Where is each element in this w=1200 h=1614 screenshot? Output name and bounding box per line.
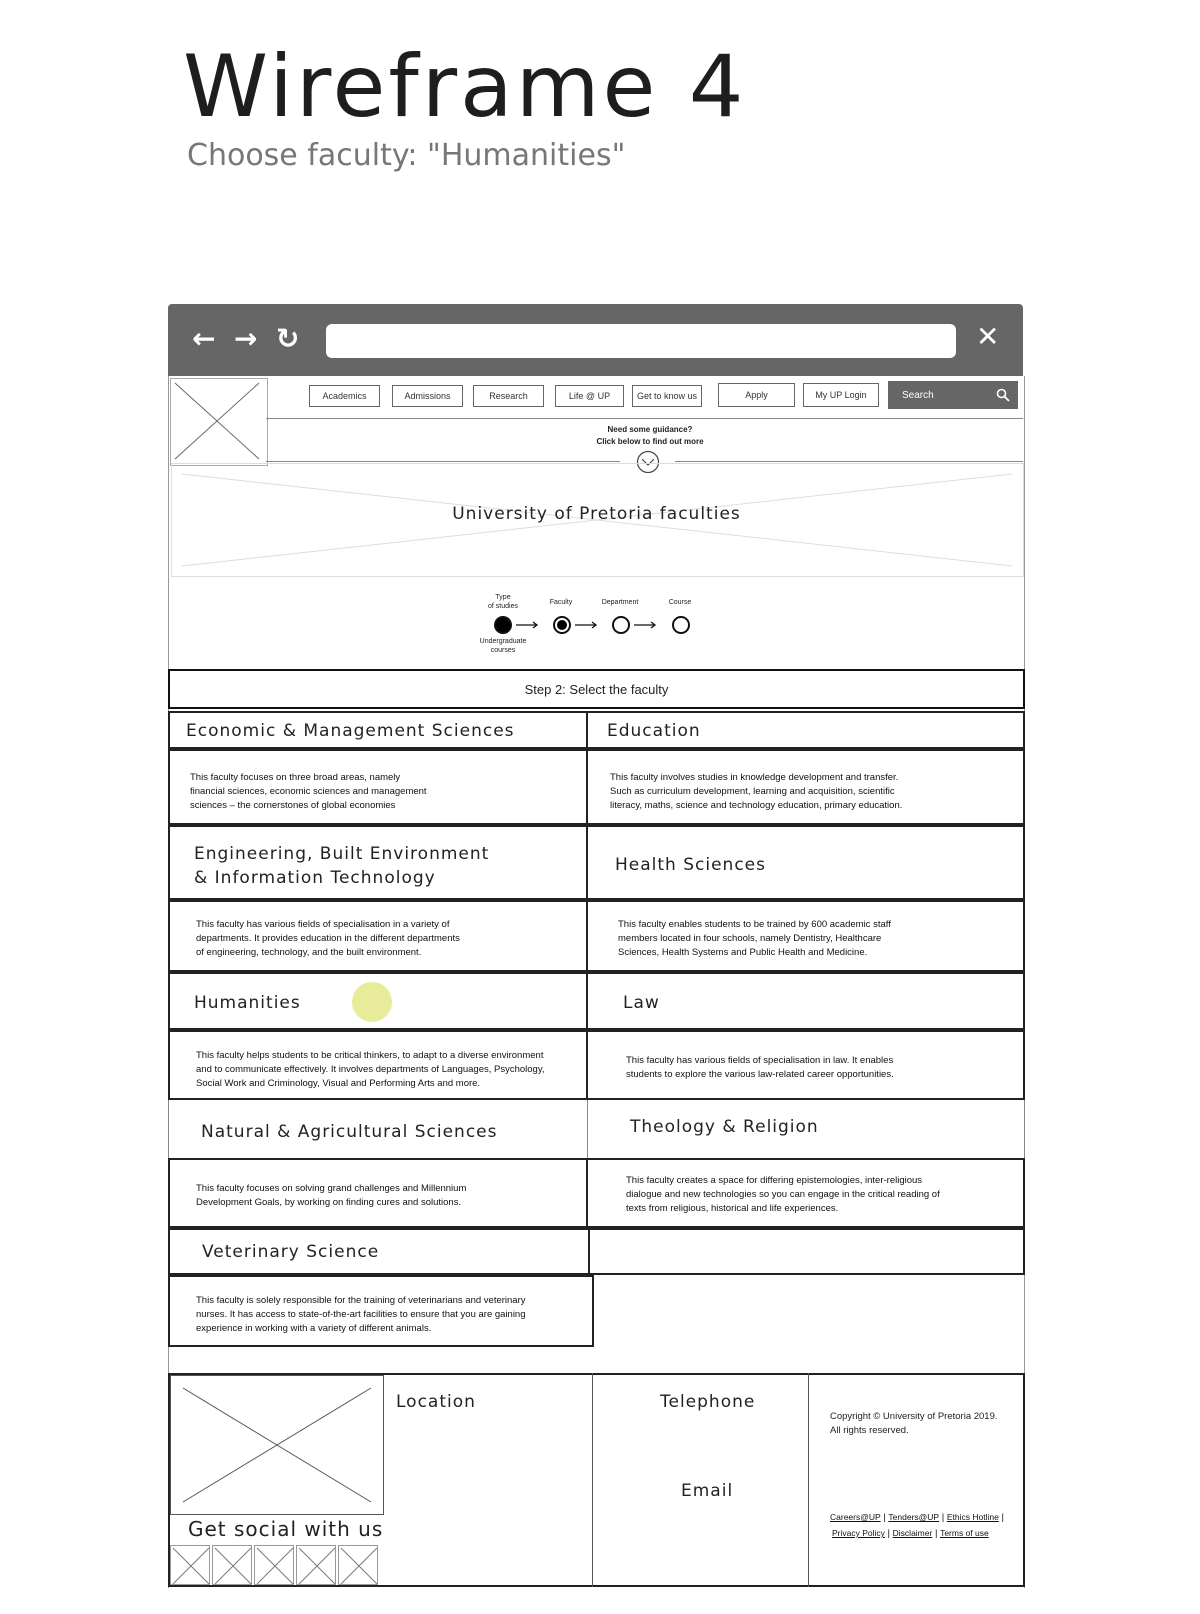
social-placeholder-icon — [255, 1546, 295, 1586]
social-icon-5[interactable] — [338, 1545, 378, 1585]
desc-line: and to communicate effectively. It involves departments of Languages, Psychology, — [196, 1064, 545, 1075]
faculty-description — [190, 771, 427, 813]
desc-line: members located in four schools, namely Dentistry, Healthcare — [618, 933, 882, 944]
guidance-rule-left — [266, 461, 620, 462]
footer-link-privacy[interactable]: Privacy Policy — [832, 1528, 885, 1538]
faculty-description — [196, 1049, 545, 1091]
social-icon-1[interactable] — [170, 1545, 210, 1585]
faculty-name: Veterinary Science — [202, 1242, 380, 1262]
desc-line: sciences – the cornerstones of global economies — [190, 800, 396, 811]
step-faculty-label: Faculty — [549, 599, 573, 606]
faculty-description — [626, 1054, 894, 1082]
faculty-description — [610, 771, 902, 813]
desc-line: This faculty creates a space for differing epistemologies, inter-religious — [626, 1175, 923, 1186]
nav-divider — [266, 418, 1023, 419]
desc-line: texts from religious, historical and life experiences. — [626, 1203, 839, 1214]
faculty-name: Economic & Management Sciences — [186, 721, 515, 741]
desc-line: financial sciences, economic sciences and management — [190, 786, 427, 797]
desc-line: departments. It provides education in the different departments — [196, 933, 460, 944]
forward-arrow-icon[interactable]: → — [234, 322, 258, 355]
apply-button[interactable]: Apply — [718, 383, 795, 407]
social-icon-4[interactable] — [296, 1545, 336, 1585]
social-placeholder-icon — [213, 1546, 253, 1586]
faculty-name — [194, 842, 489, 890]
desc-line: This faculty is solely responsible for the training of veterinarians and veterinary — [196, 1295, 526, 1306]
faculty-education-header[interactable] — [586, 711, 1025, 749]
faculty-education-description — [586, 749, 1025, 825]
footer-map-placeholder — [170, 1375, 384, 1515]
link-separator: | — [884, 1528, 893, 1539]
link-separator: | — [998, 1512, 1004, 1523]
copyright-line1: Copyright © University of Pretoria 2019. — [830, 1411, 998, 1422]
footer-link-disclaimer[interactable]: Disclaimer — [892, 1528, 933, 1538]
copyright-line2: All rights reserved. — [830, 1425, 909, 1436]
faculty-veterinary-header[interactable] — [168, 1228, 590, 1275]
reload-icon[interactable]: ↻ — [276, 322, 300, 355]
desc-line: experience in working with a variety of different animals. — [196, 1323, 432, 1334]
link-separator: | — [932, 1528, 941, 1539]
social-icon-2[interactable] — [212, 1545, 252, 1585]
faculty-description — [618, 918, 891, 960]
desc-line: of engineering, technology, and the built environment. — [196, 947, 422, 958]
step-department-label: Department — [601, 599, 639, 606]
faculty-name: Law — [623, 993, 660, 1013]
step-type-label-line2: of studies — [488, 603, 518, 610]
step-course-dot[interactable] — [672, 616, 690, 634]
desc-line: students to explore the various law-related career opportunities. — [626, 1069, 894, 1080]
faculty-theology-religion-header[interactable] — [586, 1100, 1025, 1158]
step-type-done-dot[interactable] — [494, 616, 512, 634]
desc-line: dialogue and new technologies so you can engage in the critical reading of — [626, 1189, 940, 1200]
social-placeholder-icon — [297, 1546, 337, 1586]
empty-cell — [588, 1228, 1025, 1275]
step-type-value-line1: Undergraduate — [479, 638, 527, 645]
faculty-name-line1: Engineering, Built Environment — [194, 844, 490, 864]
footer-social-heading: Get social with us — [188, 1517, 384, 1541]
step-arrows — [514, 620, 674, 630]
faculty-humanities-description — [168, 1030, 588, 1100]
back-arrow-icon[interactable]: ← — [192, 322, 216, 355]
guidance-line-1: Need some guidance? — [607, 425, 693, 434]
social-placeholder-icon — [171, 1546, 211, 1586]
footer-divider — [592, 1373, 593, 1587]
image-placeholder-icon — [171, 1376, 383, 1514]
faculty-name-line2: & Information Technology — [194, 868, 436, 888]
nav-academics[interactable]: Academics — [309, 385, 380, 407]
step-type-value — [473, 637, 533, 655]
footer-email: Email — [681, 1481, 734, 1501]
nav-life-at-up[interactable]: Life @ UP — [555, 385, 624, 407]
nav-research[interactable]: Research — [473, 385, 544, 407]
hero-title: University of Pretoria faculties — [452, 504, 741, 524]
link-separator: | — [939, 1512, 947, 1523]
desc-line: This faculty focuses on solving grand challenges and Millennium — [196, 1183, 467, 1194]
faculty-description — [196, 918, 460, 960]
step-course-label: Course — [668, 599, 692, 606]
footer-link-ethics[interactable]: Ethics Hotline — [946, 1512, 999, 1522]
footer-link-tenders[interactable]: Tenders@UP — [888, 1512, 940, 1522]
desc-line: This faculty focuses on three broad areas, namely — [190, 772, 401, 783]
step-type-label — [473, 593, 533, 611]
faculty-name: Humanities — [194, 993, 301, 1013]
link-separator: | — [880, 1512, 889, 1523]
faculty-economic-management-header[interactable] — [168, 711, 588, 749]
image-placeholder-icon — [171, 379, 267, 465]
footer-telephone: Telephone — [660, 1392, 756, 1412]
faculty-name: Theology & Religion — [630, 1117, 819, 1137]
desc-line: Development Goals, by working on finding cures and solutions. — [196, 1197, 462, 1208]
guidance-text — [560, 424, 740, 448]
desc-line: Sciences, Health Systems and Public Health and Medicine. — [618, 947, 868, 958]
faculty-engineering-description — [168, 900, 588, 972]
faculty-description — [626, 1174, 940, 1216]
logo-placeholder[interactable] — [170, 378, 268, 466]
desc-line: This faculty involves studies in knowledge development and transfer. — [610, 772, 899, 783]
footer-copyright — [830, 1410, 998, 1438]
desc-line: This faculty helps students to be critical thinkers, to adapt to a diverse environment — [196, 1050, 544, 1061]
footer-link-terms[interactable]: Terms of use — [940, 1528, 989, 1538]
footer-link-careers[interactable]: Careers@UP — [830, 1512, 881, 1522]
faculty-name: Health Sciences — [615, 855, 766, 875]
wireframe-subtitle: Choose faculty: "Humanities" — [187, 138, 626, 173]
social-icon-3[interactable] — [254, 1545, 294, 1585]
step-type-label-line1: Type — [495, 594, 511, 601]
faculty-economic-management-description — [168, 749, 588, 825]
desc-line: This faculty has various fields of specialisation in law. It enables — [626, 1055, 894, 1066]
click-indicator — [352, 982, 392, 1022]
browser-toolbar — [168, 304, 1023, 376]
desc-line: This faculty enables students to be trained by 600 academic staff — [618, 919, 891, 930]
faculty-engineering-header[interactable] — [168, 825, 588, 900]
faculty-theology-religion-description — [586, 1158, 1025, 1228]
search-icon — [996, 388, 1010, 402]
guidance-line-2: Click below to find out more — [596, 437, 704, 446]
faculty-law-header[interactable] — [586, 972, 1025, 1030]
desc-line: literacy, maths, science and technology education, primary education. — [610, 800, 903, 811]
faculty-name: Natural & Agricultural Sciences — [201, 1122, 498, 1142]
desc-line: nurses. It has access to state-of-the-art facilities to ensure that you are gaining — [196, 1309, 526, 1320]
desc-line: Such as curriculum development, learning and acquisition, scientific — [610, 786, 895, 797]
faculty-health-sciences-header[interactable] — [586, 825, 1025, 900]
faculty-law-description — [586, 1030, 1025, 1100]
faculty-health-sciences-description — [586, 900, 1025, 972]
step-type-value-line2: courses — [490, 647, 516, 654]
step-heading: Step 2: Select the faculty — [168, 669, 1025, 709]
faculty-name: Education — [607, 721, 701, 741]
faculty-natural-agricultural-header[interactable] — [168, 1100, 588, 1158]
faculty-description — [196, 1182, 466, 1210]
guidance-rule-right — [675, 461, 1023, 462]
faculty-natural-agricultural-description — [168, 1158, 588, 1228]
footer-location: Location — [396, 1392, 476, 1412]
desc-line: This faculty has various fields of specialisation in a variety of — [196, 919, 450, 930]
search-label: Search — [902, 389, 934, 401]
address-bar[interactable] — [326, 324, 956, 358]
footer-divider — [808, 1373, 809, 1587]
footer-links — [830, 1509, 1020, 1541]
my-up-login-button[interactable]: My UP Login — [803, 383, 879, 407]
wireframe-title: Wireframe 4 — [183, 37, 747, 137]
faculty-description — [196, 1294, 526, 1336]
nav-get-to-know-us[interactable]: Get to know us — [632, 385, 702, 407]
faculty-veterinary-description — [168, 1275, 594, 1347]
search-input[interactable] — [888, 381, 1018, 409]
social-placeholder-icon — [339, 1546, 379, 1586]
nav-admissions[interactable]: Admissions — [392, 385, 463, 407]
close-icon[interactable]: ✕ — [976, 320, 1000, 353]
desc-line: Social Work and Criminology, Visual and Performing Arts and more. — [196, 1078, 481, 1089]
